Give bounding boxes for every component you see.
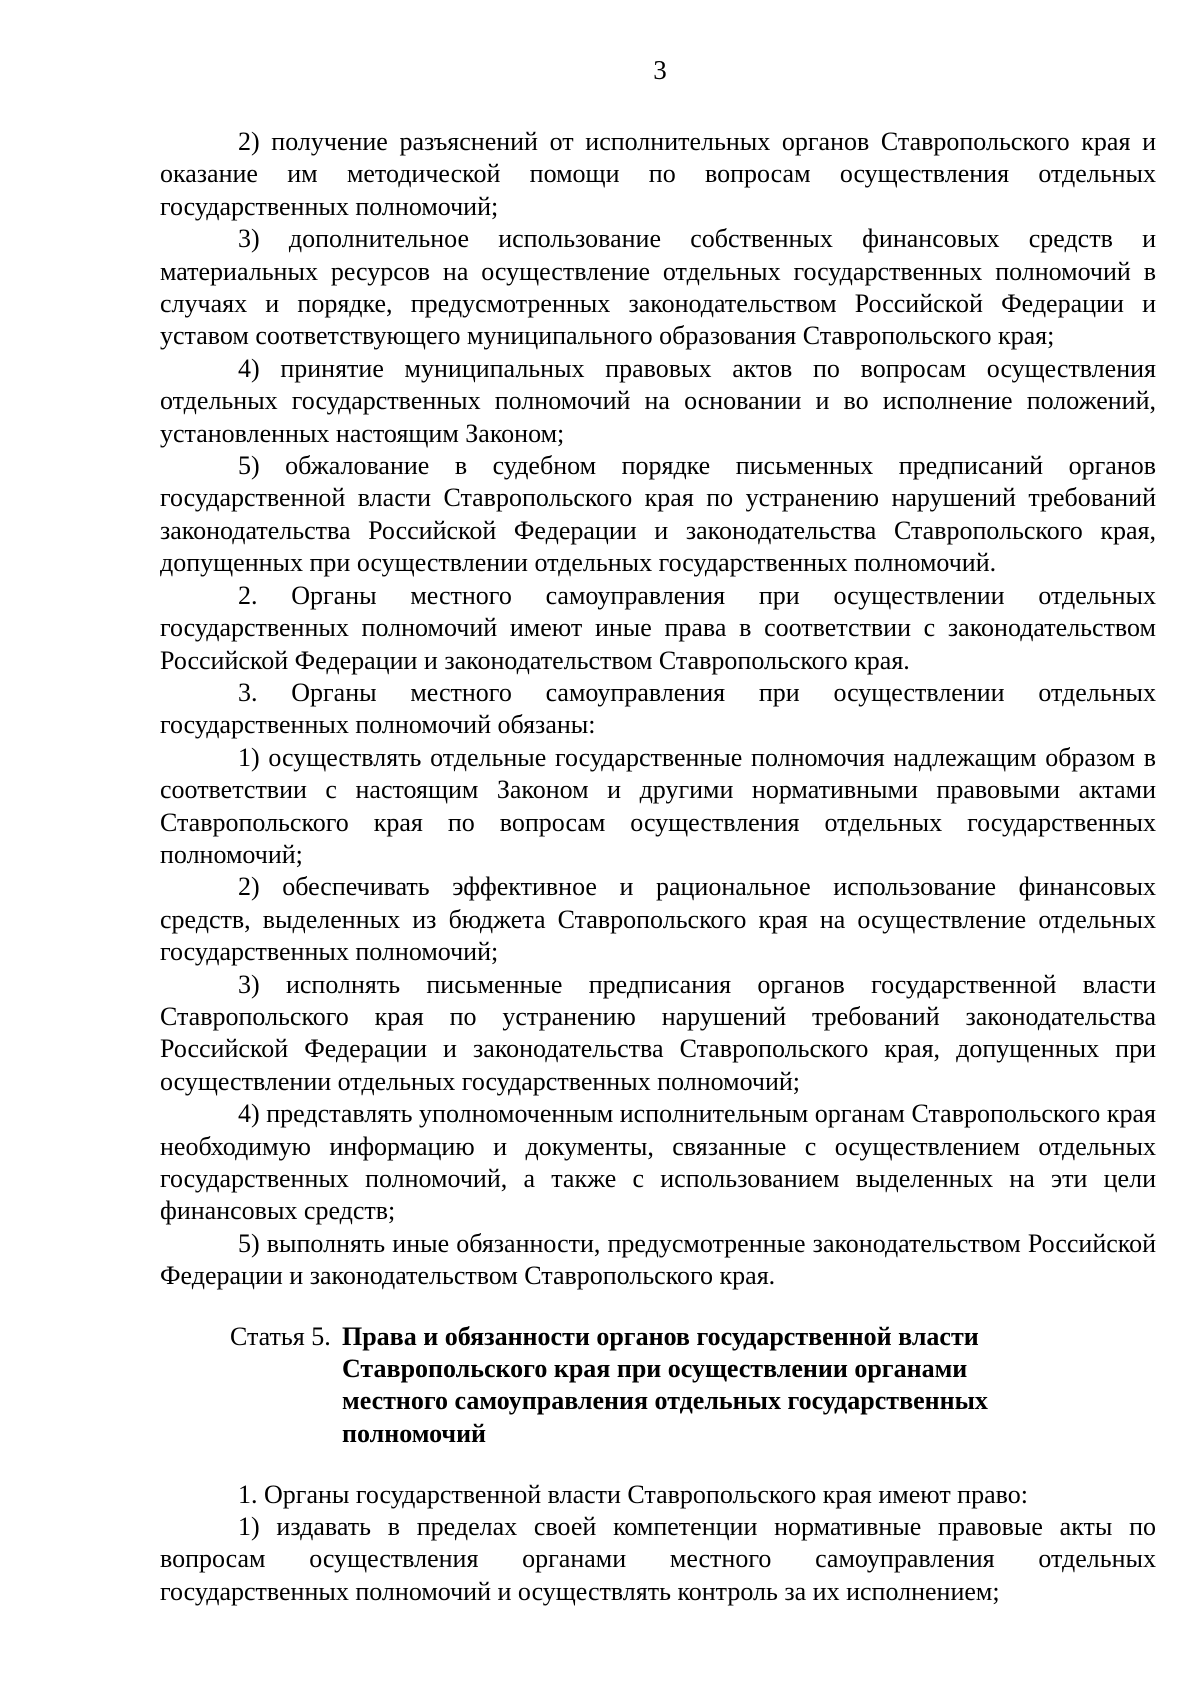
paragraph: 5) обжалование в судебном порядке письменных предписаний органов государственной власти Ставропольского края по устранению нарушений требований законодательства Российской Федерации и законодательства Ставропольского края, допущенных при осуществлении отдельных государственных полномочий.	[160, 451, 1156, 578]
article-heading	[160, 1321, 1156, 1451]
article-label: Статья 5.	[230, 1321, 331, 1351]
paragraph: 3) дополнительное использование собственных финансовых средств и материальных ресурсов на осуществление отдельных государственных полномочий в случаях и порядке, предусмотренных законодательством Российской Федерации и уставом соответствующего муниципального образования Ставропольского края;	[160, 224, 1156, 351]
paragraph: 1. Органы государственной власти Ставропольского края имеют право:	[238, 1479, 1028, 1509]
paragraph: 4) представлять уполномоченным исполнительным органам Ставропольского края необходимую информацию и документы, связанные с осуществлением отдельных государственных полномочий, а также с использованием выделенных на эти цели финансовых средств;	[160, 1099, 1156, 1226]
paragraph: 1) издавать в пределах своей компетенции нормативные правовые акты по вопросам осуществления органами местного самоуправления отдельных государственных полномочий и осуществлять контроль за их исполнением;	[160, 1512, 1156, 1606]
page-number: 3	[653, 55, 667, 85]
paragraph: 3) исполнять письменные предписания органов государственной власти Ставропольского края по устранению нарушений требований законодательства Российской Федерации и законодательства Ставропольского края, допущенных при осуществлении отдельных государственных полномочий;	[160, 969, 1156, 1096]
paragraph: 2. Органы местного самоуправления при осуществлении отдельных государственных полномочий имеют иные права в соответствии с законодательством Российской Федерации и законодательством Ставропольского края.	[160, 580, 1156, 675]
article-title: Права и обязанности органов государственной власти Ставропольского края при осуществлении органами местного самоуправления отдельных государственных полномочий	[342, 1321, 988, 1448]
paragraph: 2) получение разъяснений от исполнительных органов Ставропольского края и оказание им методической помощи по вопросам осуществления отдельных государственных полномочий;	[160, 127, 1156, 221]
paragraph: 1) осуществлять отдельные государственные полномочия надлежащим образом в соответствии с настоящим Законом и другими нормативными правовыми актами Ставропольского края по вопросам осуществления отдельных государственных полномочий;	[160, 742, 1156, 869]
paragraph: 3. Органы местного самоуправления при осуществлении отдельных государственных полномочий обязаны:	[160, 677, 1156, 740]
paragraph: 4) принятие муниципальных правовых актов по вопросам осуществления отдельных государственных полномочий на основании и во исполнение положений, установленных настоящим Законом;	[160, 353, 1156, 448]
paragraph: 2) обеспечивать эффективное и рациональное использование финансовых средств, выделенных из бюджета Ставропольского края на осуществление отдельных государственных полномочий;	[160, 872, 1156, 967]
paragraph: 5) выполнять иные обязанности, предусмотренные законодательством Российской Федерации и законодательством Ставропольского края.	[160, 1228, 1156, 1291]
document-body	[160, 126, 1156, 1608]
